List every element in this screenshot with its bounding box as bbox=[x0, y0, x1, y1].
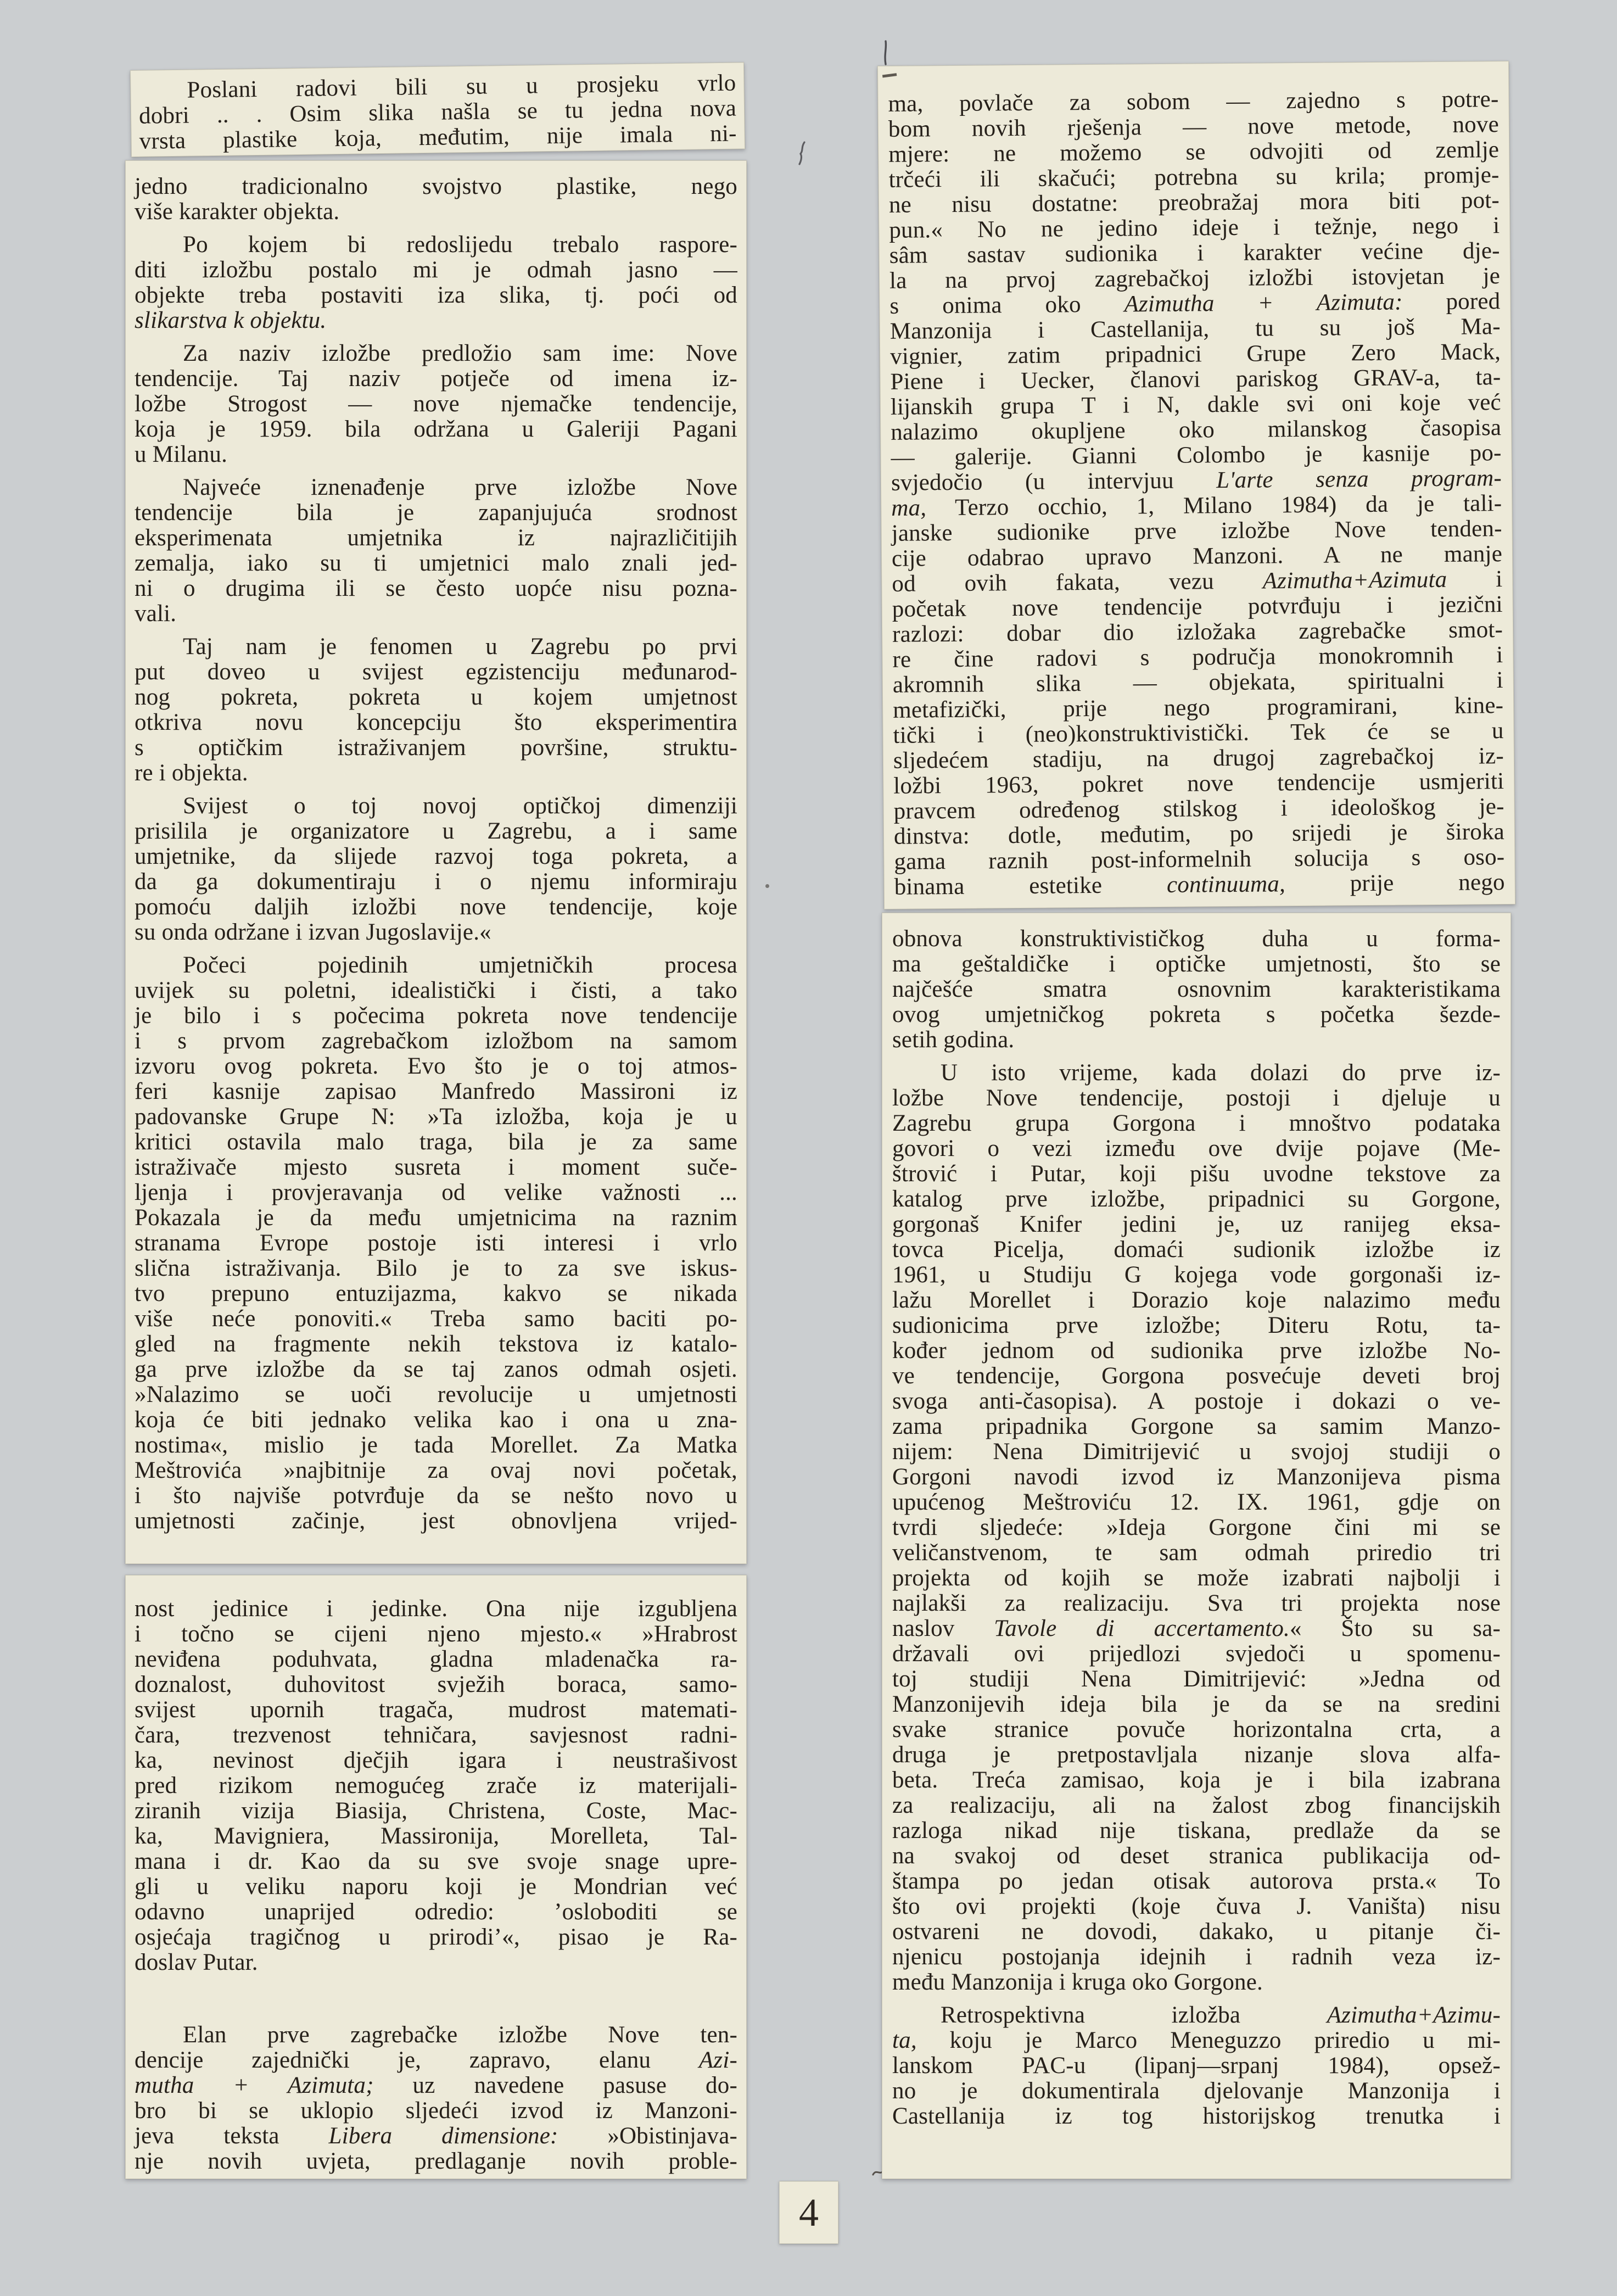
text-line: umjetnike, da slijede razvoj toga pokreta, a bbox=[135, 843, 737, 869]
text-line: pun.« No ne jedino ideje i težnje, nego i bbox=[889, 213, 1500, 243]
text-line: put doveo u svijest egzistenciju međunarod- bbox=[135, 659, 737, 685]
text-line: akromnih slika — objekata, spiritualni i bbox=[892, 667, 1504, 698]
text-line: zemalja, iako su ti umjetnici malo znali jed- bbox=[135, 550, 737, 576]
text-line: vignier, zatim pripadnici Grupe Zero Mack, bbox=[889, 339, 1501, 370]
text-line: osjećaja tragičnog u prirodi’«, pisao je Ra- bbox=[135, 1924, 737, 1950]
text-line: no je dokumentirala djelovanje Manzonija i bbox=[892, 2078, 1501, 2104]
text-line: bro bi se uklopio sljedeći izvod iz Manzoni- bbox=[135, 2098, 737, 2124]
print-artifact-dash bbox=[882, 73, 897, 77]
text-line: su onda održane i izvan Jugoslavije.« bbox=[135, 919, 491, 945]
text-line: ovog umjetničkog pokreta s početka šezde- bbox=[892, 1002, 1501, 1027]
text-line: doslav Putar. bbox=[135, 1949, 258, 1975]
text-line: tendencije bila je zapanjujuća srodnost bbox=[135, 500, 737, 526]
text-line: Manzonija i Castellanija, tu su još Ma- bbox=[889, 314, 1501, 344]
text-line: najlakši za realizaciju. Sva tri projekta nose bbox=[892, 1590, 1501, 1616]
text-line: ve tendencije, Gorgona posvećuje deveti broj bbox=[892, 1363, 1501, 1389]
text-line: nog pokreta, pokreta u kojem umjetnost bbox=[135, 684, 737, 710]
text-line: u Milanu. bbox=[135, 442, 228, 467]
text-line: ka, Mavigniera, Massironija, Morelleta, Tal- bbox=[135, 1823, 737, 1849]
text-line: re i objekta. bbox=[135, 760, 248, 786]
text-line: ta, koju je Marco Meneguzzo priredio u mi- bbox=[892, 2027, 1501, 2053]
paragraph bbox=[135, 475, 737, 627]
text-line: i s prvom zagrebačkom izložbom na samom bbox=[135, 1028, 737, 1054]
paragraph bbox=[135, 634, 737, 786]
text-line: mjere: ne možemo se odvojiti od zemlje bbox=[888, 137, 1499, 167]
text-line: veličanstvenom, te sam odmah priredio tri bbox=[892, 1540, 1501, 1566]
text-line: gled na fragmente nekih tekstova iz katalo- bbox=[135, 1331, 737, 1357]
newspaper-clipping-left-main bbox=[125, 160, 747, 1564]
text-line: vali. bbox=[135, 601, 177, 627]
text-line: Svijest o toj novoj optičkoj dimenziji bbox=[183, 793, 737, 819]
text-line: dobri .. . Osim slika našla se tu jedna nova bbox=[138, 95, 737, 129]
text-line: ma, Terzo occhio, 1, Milano 1984) da je tali- bbox=[891, 490, 1502, 521]
text-line: Elan prve zagrebačke izložbe Nove ten- bbox=[183, 2022, 737, 2048]
text-line: od ovih fakata, vezu Azimutha+Azimuta i bbox=[892, 566, 1503, 597]
text-line: tvo prepuno entuzijazma, kakvo se nikada bbox=[135, 1281, 737, 1306]
text-line: s onima oko Azimutha + Azimuta: pored bbox=[889, 288, 1501, 319]
text-line: nijem: Nena Dimitrijević u svojoj studiji o bbox=[892, 1439, 1501, 1465]
text-line: svoga anti-časopisa). A postoje i dokazi o ve- bbox=[892, 1388, 1501, 1414]
text-line: mana i dr. Kao da su sve svoje snage upre- bbox=[135, 1848, 737, 1874]
text-line: svake stranice povuče horizontalna crta, a bbox=[892, 1717, 1501, 1742]
text-line: feri kasnije zapisao Manfredo Massironi iz bbox=[135, 1079, 737, 1104]
text-line: tički i (neo)konstruktivistički. Tek će se u bbox=[893, 718, 1504, 748]
text-line: Manzonijevih ideja bila je da se na sredini bbox=[892, 1691, 1501, 1717]
text-line: Poslani radovi bili su u prosjeku vrlo bbox=[187, 70, 736, 103]
text-line: nalazimo okupljene oko milanskog časopisa bbox=[891, 415, 1502, 445]
text-line: Po kojem bi redoslijedu trebalo raspore- bbox=[183, 232, 737, 258]
paragraph bbox=[135, 953, 737, 1534]
text-line: ljenja i provjeravanja od velike važnosti ... bbox=[135, 1180, 737, 1205]
text-line: i točno se cijeni njeno mjesto.« »Hrabrost bbox=[135, 1621, 737, 1647]
text-line: ložbe Strogost — nove njemačke tendencije, bbox=[135, 391, 737, 417]
text-line: janske sudionike prve izložbe Nove tenden- bbox=[891, 516, 1502, 546]
text-line: umjetnosti začinje, jest obnovljena vrijed- bbox=[135, 1508, 737, 1534]
text-line: uvijek su poletni, idealistički i čisti, a tako bbox=[135, 977, 737, 1003]
text-line: trčeći ili skačući; potrebna su krila; promje- bbox=[888, 162, 1499, 193]
text-line: pred rizikom nemogućeg zrače iz materijali- bbox=[135, 1773, 737, 1798]
pen-mark bbox=[796, 141, 809, 166]
text-line: državali ovi prijedlozi svjedoči u spomenu- bbox=[892, 1641, 1501, 1667]
page-number-slip bbox=[779, 2181, 838, 2244]
text-line: padovanske Grupe N: »Ta izložba, koja je u bbox=[135, 1104, 737, 1130]
text-line: više karakter objekta. bbox=[135, 199, 340, 225]
text-line: za realizaciju, ali na žalost zbog financijskih bbox=[892, 1792, 1501, 1818]
text-line: projekta od kojih se može izabrati najbolji i bbox=[892, 1565, 1501, 1591]
text-line: dinstva: dotle, međutim, po srijedi je široka bbox=[893, 819, 1505, 850]
text-line: U isto vrijeme, kada dolazi do prve iz- bbox=[941, 1060, 1501, 1086]
paragraph bbox=[892, 1060, 1501, 1995]
text-line: Piene i Uecker, članovi pariskog GRAV-a, ta- bbox=[890, 364, 1501, 395]
text-line: među Manzonija i kruga oko Gorgone. bbox=[892, 1969, 1263, 1995]
text-line: ma, povlače za sobom — zajedno s potre- bbox=[888, 86, 1499, 117]
text-line: slična istraživanja. Bilo je to za sve iskus- bbox=[135, 1255, 737, 1281]
text-line: ma geštaldičke i optičke umjetnosti, što se bbox=[892, 951, 1501, 977]
text-line: obnova konstruktivističkog duha u forma- bbox=[892, 926, 1501, 952]
text-line: binama estetike continuuma, prije nego bbox=[894, 869, 1505, 900]
text-line: koja je 1959. bila održana u Galeriji Pagani bbox=[135, 416, 737, 442]
paragraph bbox=[888, 87, 1505, 900]
text-line: stranama Evrope postoje isti interesi i vrlo bbox=[135, 1230, 737, 1256]
text-line: Meštrovića »najbitnije za ovaj novi početak, bbox=[135, 1457, 737, 1483]
text-line: govori o vezi između ove dvije pojave (Me- bbox=[892, 1136, 1501, 1161]
text-line: druga je pretpostavljala nizanje slova alfa- bbox=[892, 1742, 1501, 1768]
paragraph bbox=[135, 341, 737, 467]
text-line: svijest upornih tragača, mudrost matemati- bbox=[135, 1697, 737, 1723]
text-line: ziranih vizija Biasija, Christena, Coste, Mac- bbox=[135, 1798, 737, 1824]
newspaper-clipping-left-bottom bbox=[125, 1575, 747, 2179]
paragraph bbox=[138, 71, 737, 154]
text-line: re čine radovi s područja monokromnih i bbox=[892, 642, 1503, 673]
text-line: Retrospektivna izložba Azimutha+Azimu- bbox=[941, 2002, 1501, 2028]
text-line: setih godina. bbox=[892, 1027, 1015, 1053]
text-line: ga prve izložbe da se taj zanos odmah osjeti. bbox=[135, 1356, 737, 1382]
text-line: toj studiji Nena Dimitrijević: »Jedna od bbox=[892, 1666, 1501, 1692]
text-line: tovca Picelja, domaći sudionik izložbe iz bbox=[892, 1237, 1501, 1262]
newspaper-clipping-left-top bbox=[130, 62, 745, 157]
text-line: sudionicima prve izložbe; Diteru Rotu, ta- bbox=[892, 1312, 1501, 1338]
text-line: sljedećem stadiju, na drugoj zagrebačkoj iz- bbox=[893, 743, 1504, 774]
paragraph bbox=[135, 794, 737, 945]
text-line: diti izložbu postalo mi je odmah jasno — bbox=[135, 257, 737, 283]
page-number: 4 bbox=[799, 2190, 819, 2234]
paragraph bbox=[135, 1596, 737, 1975]
text-line: na svakoj od deset stranica publikacija od- bbox=[892, 1843, 1501, 1869]
text-line: kođer jednom od sudionika prve izložbe No- bbox=[892, 1338, 1501, 1364]
text-line: jeva teksta Libera dimensione: »Obistinjava- bbox=[135, 2123, 737, 2149]
text-line: zama pripadnika Gorgone sa samim Manzo- bbox=[892, 1414, 1501, 1439]
text-line: 1961, u Studiju G kojega vode gorgonaši iz- bbox=[892, 1262, 1501, 1288]
text-line: mutha + Azimuta; uz navedene pasuse do- bbox=[135, 2072, 737, 2098]
text-line: početak nove tendencije potvrđuju i jezični bbox=[892, 591, 1503, 622]
text-line: svjedočio (u intervjuu L'arte senza program- bbox=[891, 465, 1502, 496]
text-line: naslov Tavole di accertamento.« Što su sa- bbox=[892, 1616, 1501, 1641]
text-line: kritici ostavila malo traga, bila je za same bbox=[135, 1129, 737, 1155]
text-line: Zagrebu grupa Gorgona i mnoštvo podataka bbox=[892, 1110, 1501, 1136]
text-line: eksperimenata umjetnika iz najrazličitijih bbox=[135, 525, 737, 551]
pen-mark bbox=[881, 40, 890, 66]
text-line: s optičkim istraživanjem površine, struktu- bbox=[135, 735, 737, 761]
text-line: Za naziv izložbe predložio sam ime: Nove bbox=[183, 340, 737, 366]
text-line: više neće ponoviti.« Treba samo baciti po- bbox=[135, 1306, 737, 1332]
text-line: tendencije. Taj naziv potječe od imena iz- bbox=[135, 366, 737, 392]
text-line: istraživače mjesto susreta i moment suče- bbox=[135, 1154, 737, 1180]
text-line: gama raznih post-informelnih solucija s oso- bbox=[894, 844, 1505, 875]
text-line: ložbe Nove tendencije, postoji i djeluje u bbox=[892, 1085, 1501, 1111]
text-line: što ovi projekti (koje čuva J. Vaništa) nisu bbox=[892, 1893, 1501, 1919]
text-line: gli u veliku naporu koji je Mondrian već bbox=[135, 1874, 737, 1900]
paragraph bbox=[135, 174, 737, 225]
text-line: ložbi 1963, pokret nove tendencije usmjeriti bbox=[893, 768, 1504, 799]
newspaper-clipping-right-main bbox=[882, 913, 1511, 2179]
text-line: metafizički, prije nego programirani, kine- bbox=[893, 692, 1504, 723]
ink-dot bbox=[765, 884, 769, 888]
text-line: pomoću daljih izložbi nove tendencije, koje bbox=[135, 894, 737, 920]
text-line: štampa po jedan otisak autorova prsta.« To bbox=[892, 1868, 1501, 1894]
text-line: da ga dokumentiraju i o njemu informiraju bbox=[135, 869, 737, 895]
text-line: sâm sastav sudionika i karakter većine dje- bbox=[889, 238, 1500, 269]
text-line: Taj nam je fenomen u Zagrebu po prvi bbox=[183, 634, 737, 660]
text-line: jedno tradicionalno svojstvo plastike, nego bbox=[135, 174, 737, 199]
newspaper-clipping-right-top bbox=[877, 61, 1515, 909]
text-line: Pokazala je da među umjetnicima na raznim bbox=[135, 1205, 737, 1231]
text-line: nost jedinice i jedinke. Ona nije izgubljena bbox=[135, 1596, 737, 1622]
text-line: ka, nevinost dječjih igara i neustrašivost bbox=[135, 1747, 737, 1773]
text-line: Najveće iznenađenje prve izložbe Nove bbox=[183, 474, 737, 500]
text-line: ostvareni ne dovodi, dakako, u pitanje či- bbox=[892, 1919, 1501, 1945]
text-line: nje novih uvjeta, predlaganje novih proble- bbox=[135, 2148, 737, 2174]
paragraph bbox=[135, 2023, 737, 2174]
text-line: objekte treba postaviti iza slika, tj. poći od bbox=[135, 282, 737, 308]
text-line: nostima«, mislio je tada Morellet. Za Matka bbox=[135, 1432, 737, 1458]
text-line: slikarstva k objektu. bbox=[135, 308, 327, 333]
text-line: upućenog Meštroviću 12. IX. 1961, gdje on bbox=[892, 1489, 1501, 1515]
text-line: pravcem određenog stilskog i ideološkog je- bbox=[893, 794, 1504, 824]
paragraph bbox=[892, 926, 1501, 1053]
text-line: razloga nikad nije tiskana, predlaže da se bbox=[892, 1818, 1501, 1843]
text-line: katalog prve izložbe, pripadnici su Gorgone, bbox=[892, 1186, 1501, 1212]
text-line: tvrdi sljedeće: »Ideja Gorgone čini mi se bbox=[892, 1515, 1501, 1540]
text-line: Počeci pojedinih umjetničkih procesa bbox=[183, 952, 737, 978]
paragraph bbox=[135, 232, 737, 333]
text-line: doznalost, duhovitost svježih boraca, samo- bbox=[135, 1672, 737, 1697]
text-line: »Nalazimo se uoči revolucije u umjetnosti bbox=[135, 1382, 737, 1407]
text-line: Castellanija iz tog historijskog trenutka i bbox=[892, 2103, 1501, 2129]
text-line: vrsta plastike koja, međutim, nije imala ni- bbox=[139, 120, 737, 154]
text-line: prisilila je organizatore u Zagrebu, a i same bbox=[135, 818, 737, 844]
paragraph bbox=[892, 2003, 1501, 2129]
text-line: beta. Treća zamisao, koja je i bila izabrana bbox=[892, 1767, 1501, 1793]
text-line: izvoru ovog pokreta. Evo što je o toj atmos- bbox=[135, 1053, 737, 1079]
text-line: štrović i Putar, koji pišu uvodne tekstove za bbox=[892, 1161, 1501, 1187]
text-line: ni o drugima ili se često uopće nisu pozna- bbox=[135, 576, 737, 601]
text-line: lijanskih grupa T i N, dakle svi oni koje već bbox=[890, 389, 1502, 420]
text-line: najčešće smatra osnovnim karakteristikama bbox=[892, 976, 1501, 1002]
text-line: Gorgoni navodi izvod iz Manzonijeva pisma bbox=[892, 1464, 1501, 1490]
text-line: — galerije. Gianni Colombo je kasnije po- bbox=[891, 440, 1502, 471]
text-line: dencije zajednički je, zapravo, elanu Azi- bbox=[135, 2047, 737, 2073]
text-line: njenicu postojanja idejnih i radnih veza iz- bbox=[892, 1944, 1501, 1970]
text-line: koja će biti jednako velika kao i ona u zna- bbox=[135, 1407, 737, 1433]
text-line: otkriva novu koncepciju što eksperimentira bbox=[135, 710, 737, 735]
text-line: lanskom PAC-u (lipanj—srpanj 1984), opsež- bbox=[892, 2053, 1501, 2079]
text-line: i što najviše potvrđuje da se nešto novo u bbox=[135, 1483, 737, 1509]
text-line: čara, trezvenost tehničara, savjesnost radni- bbox=[135, 1722, 737, 1748]
text-line: la na prvoj zagrebačkoj izložbi istovjetan je bbox=[889, 263, 1501, 294]
text-line: bom novih rješenja — nove metode, nove bbox=[888, 111, 1499, 142]
text-line: razlozi: dobar dio izložaka zagrebačke smot- bbox=[892, 617, 1503, 647]
text-line: je bilo i s počecima pokreta nove tendencije bbox=[135, 1003, 737, 1029]
text-line: gorgonaš Knifer jedini je, uz ranijeg eksa- bbox=[892, 1211, 1501, 1237]
text-line: neviđena poduhvata, gladna mladenačka ra- bbox=[135, 1646, 737, 1672]
text-line: lažu Morellet i Dorazio koje nalazimo među bbox=[892, 1287, 1501, 1313]
text-line: ne nisu dostatne: preobražaj mora biti pot- bbox=[888, 187, 1500, 218]
text-line: cije odabrao upravo Manzoni. A ne manje bbox=[891, 541, 1503, 572]
text-line: odavno unaprijed odredio: ’osloboditi se bbox=[135, 1899, 737, 1925]
